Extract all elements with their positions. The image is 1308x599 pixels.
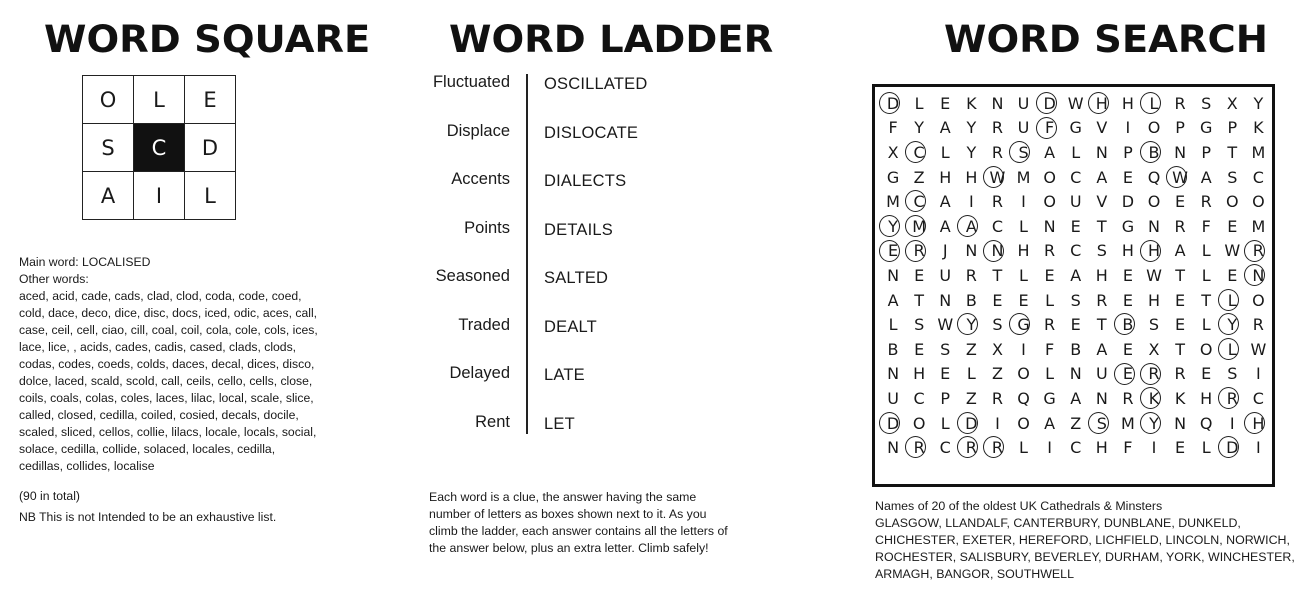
search-letter[interactable]: R — [1141, 362, 1167, 387]
search-letter[interactable]: L — [888, 315, 898, 335]
search-letter[interactable]: I — [1151, 438, 1157, 458]
search-letter[interactable]: F — [1045, 339, 1055, 359]
search-letter[interactable]: C — [1070, 438, 1082, 458]
search-letter[interactable]: S — [1089, 411, 1115, 436]
search-letter[interactable]: H — [1095, 438, 1108, 458]
search-letter[interactable]: E — [1018, 290, 1029, 310]
ladder-clue: Displace — [446, 121, 510, 140]
search-letter[interactable]: I — [1047, 438, 1052, 458]
search-letter[interactable]: R — [1174, 364, 1186, 384]
search-letter[interactable]: T — [1175, 265, 1185, 285]
search-letter[interactable]: N — [887, 364, 900, 384]
search-letter[interactable]: E — [1175, 290, 1186, 310]
search-letter[interactable]: C — [939, 438, 951, 458]
search-letter[interactable]: O — [1017, 364, 1030, 384]
search-letter[interactable]: U — [939, 265, 952, 285]
search-letter[interactable]: U — [1017, 118, 1030, 138]
search-letter[interactable]: R — [1200, 192, 1212, 212]
search-letter[interactable]: T — [914, 290, 925, 310]
search-letter[interactable]: M — [1251, 216, 1266, 236]
search-letter[interactable]: B — [887, 339, 899, 359]
search-letter[interactable]: P — [1123, 142, 1133, 162]
search-letter[interactable]: O — [1252, 192, 1265, 212]
search-letter[interactable]: N — [965, 241, 978, 261]
search-letter[interactable]: Z — [965, 388, 977, 408]
search-letter[interactable]: Y — [966, 118, 977, 138]
search-letter[interactable]: H — [965, 167, 978, 187]
search-letter[interactable]: E — [880, 239, 906, 264]
ladder-clue: Traded — [458, 315, 510, 334]
ladder-answer[interactable]: OSCILLATED — [544, 75, 648, 93]
ladder-answer[interactable]: DETAILS — [544, 220, 613, 239]
square-cell[interactable]: E — [185, 76, 236, 124]
search-letter[interactable]: H — [1147, 290, 1160, 310]
search-letter[interactable]: G — [1121, 216, 1135, 236]
ladder-divider — [526, 74, 528, 434]
instructions-line: Each word is a clue, the answer having the same — [429, 490, 697, 504]
square-cell[interactable]: L — [134, 76, 185, 124]
other-words-list — [19, 288, 349, 475]
search-letter[interactable]: W — [1167, 165, 1193, 190]
search-letter[interactable]: Z — [913, 167, 925, 187]
search-letter[interactable]: W — [937, 315, 954, 335]
search-letter[interactable]: O — [1043, 192, 1056, 212]
search-letter[interactable]: Y — [1253, 93, 1264, 113]
search-row — [880, 140, 1272, 165]
search-letter[interactable]: K — [1141, 386, 1167, 411]
other-words-line: solace, cedilla, collide, solaced, locales, cedilla, — [19, 442, 276, 456]
search-letter[interactable]: S — [1201, 93, 1212, 113]
search-letter[interactable]: R — [991, 388, 1003, 408]
ladder-clue: Delayed — [449, 364, 510, 382]
square-cell[interactable]: O — [83, 76, 134, 124]
search-letter[interactable]: C — [1070, 241, 1082, 261]
search-letter[interactable]: A — [939, 118, 951, 138]
search-letter[interactable]: T — [1096, 216, 1107, 236]
search-letter[interactable]: S — [1010, 140, 1036, 165]
search-letter[interactable]: E — [1122, 167, 1133, 187]
search-letter[interactable]: D — [1219, 435, 1245, 460]
search-letter[interactable]: H — [1121, 93, 1134, 113]
search-letter[interactable]: H — [1121, 241, 1134, 261]
search-letter[interactable]: K — [966, 93, 977, 113]
search-letter[interactable]: A — [1070, 265, 1082, 285]
words-total: (90 in total) — [19, 489, 80, 503]
search-letter[interactable]: D — [880, 91, 906, 116]
exhaustive-note: NB This is not Intended to be an exhaustive list. — [19, 510, 277, 524]
search-letter[interactable]: E — [914, 265, 925, 285]
instructions-line: the answer below, plus an extra letter. Climb safely! — [429, 541, 709, 555]
search-letter[interactable]: L — [914, 93, 924, 113]
search-letter[interactable]: E — [1070, 216, 1081, 236]
instructions-line: climb the ladder, each answer contains all the letters of — [429, 524, 728, 538]
search-letter[interactable]: C — [1070, 167, 1082, 187]
search-letter[interactable]: W — [1146, 265, 1162, 285]
search-letter[interactable]: I — [995, 413, 1000, 433]
square-center-cell: C — [134, 124, 185, 172]
search-letter[interactable]: L — [1045, 364, 1055, 384]
search-letter[interactable]: O — [1147, 118, 1161, 138]
search-letter[interactable]: N — [1095, 388, 1108, 408]
search-letter[interactable]: U — [1017, 93, 1030, 113]
search-letter[interactable]: R — [1245, 239, 1271, 264]
search-letter[interactable]: I — [1256, 438, 1261, 458]
search-letter[interactable]: D — [1121, 192, 1135, 212]
cathedral-list-line: GLASGOW, LLANDALF, CANTERBURY, DUNBLANE, DUNKELD, — [875, 516, 1241, 530]
search-letter[interactable]: L — [966, 364, 976, 384]
other-words-line: cedillas, collides, localise — [19, 459, 155, 473]
search-row — [880, 189, 1272, 214]
search-letter[interactable]: H — [1245, 411, 1271, 436]
search-letter[interactable]: H — [1095, 265, 1108, 285]
search-letter[interactable]: N — [887, 438, 900, 458]
search-letter[interactable]: P — [1175, 118, 1185, 138]
cathedral-list-line: ARMAGH, BANGOR, SOUTHWELL — [875, 567, 1074, 581]
search-letter[interactable]: Y — [958, 312, 984, 337]
search-letter[interactable]: L — [1019, 438, 1028, 458]
search-letter[interactable]: E — [1122, 339, 1133, 359]
search-letter[interactable]: P — [940, 388, 951, 408]
search-letter[interactable]: A — [1096, 339, 1108, 359]
search-letter[interactable]: E — [940, 93, 951, 113]
search-letter[interactable]: E — [1227, 265, 1238, 285]
search-row — [880, 288, 1272, 313]
search-letter[interactable]: T — [1201, 290, 1212, 310]
search-letter[interactable]: L — [1071, 142, 1081, 162]
search-letter[interactable]: D — [958, 411, 984, 436]
search-letter[interactable]: H — [913, 364, 926, 384]
other-words-label: Other words: — [19, 272, 89, 286]
search-letter[interactable]: H — [1089, 91, 1115, 116]
search-letter[interactable]: F — [1123, 438, 1133, 458]
search-letter[interactable]: C — [991, 216, 1003, 236]
search-letter[interactable]: N — [984, 239, 1010, 264]
search-letter[interactable]: U — [1095, 364, 1108, 384]
search-letter[interactable]: Y — [1141, 411, 1167, 436]
search-letter[interactable]: L — [1201, 241, 1211, 261]
word-search-title: WORD SEARCH — [944, 18, 1268, 61]
search-letter[interactable]: E — [1201, 364, 1212, 384]
search-letter[interactable]: O — [1225, 192, 1239, 212]
search-letter[interactable]: R — [1122, 388, 1134, 408]
search-letter[interactable]: Q — [1017, 388, 1030, 408]
ladder-answer[interactable]: DIALECTS — [544, 172, 627, 190]
search-letter[interactable]: R — [965, 265, 977, 285]
search-letter[interactable]: R — [1044, 315, 1056, 335]
search-letter[interactable]: X — [1226, 93, 1238, 113]
search-letter[interactable]: E — [1175, 438, 1186, 458]
other-words-line: cold, dace, deco, dice, disc, docs, iced, odic, aces, call, — [19, 306, 318, 320]
search-letter[interactable]: R — [1219, 386, 1245, 411]
search-letter[interactable]: A — [1044, 142, 1056, 162]
search-letter[interactable]: E — [1044, 265, 1055, 285]
search-letter[interactable]: L — [1019, 265, 1028, 285]
search-letter[interactable]: S — [1096, 241, 1107, 261]
search-row — [880, 312, 1272, 337]
search-letter[interactable]: E — [1115, 362, 1141, 387]
search-letter[interactable]: G — [1043, 388, 1056, 408]
search-row — [880, 337, 1272, 362]
search-letter[interactable]: R — [1174, 93, 1186, 113]
search-letter[interactable]: B — [1141, 140, 1167, 165]
search-letter[interactable]: T — [1227, 142, 1238, 162]
search-letter[interactable]: R — [1044, 241, 1056, 261]
search-letter[interactable]: O — [912, 413, 926, 433]
search-letter[interactable]: E — [1122, 290, 1133, 310]
search-row — [880, 386, 1272, 411]
search-letter[interactable]: Z — [1070, 413, 1082, 433]
search-letter[interactable]: G — [1069, 118, 1082, 138]
search-caption: Names of 20 of the oldest UK Cathedrals & Minsters — [875, 499, 1163, 513]
search-row — [880, 362, 1272, 387]
search-letter[interactable]: W — [1224, 241, 1241, 261]
search-letter[interactable]: H — [939, 167, 952, 187]
search-letter[interactable]: L — [1141, 91, 1167, 116]
ladder-answer[interactable]: DEALT — [544, 317, 597, 336]
ladder-clue: Rent — [475, 412, 510, 431]
search-letter[interactable]: R — [1096, 290, 1108, 310]
search-letter[interactable]: O — [1199, 339, 1213, 359]
search-letter[interactable]: R — [984, 435, 1010, 460]
search-letter[interactable]: W — [984, 165, 1010, 190]
square-cell[interactable]: I — [134, 172, 185, 220]
cathedral-list-line: ROCHESTER, SALISBURY, BEVERLEY, DURHAM, YORK, WINCHESTER, — [875, 550, 1295, 564]
square-cell[interactable]: A — [83, 172, 134, 220]
search-letter[interactable]: K — [1253, 118, 1264, 138]
search-row — [880, 435, 1272, 460]
search-letter[interactable]: U — [887, 388, 899, 408]
instructions-line: number of letters as boxes shown next to it. As you — [429, 507, 707, 521]
cathedral-list — [875, 515, 1295, 583]
search-letter[interactable]: R — [991, 192, 1003, 212]
search-letter[interactable]: O — [1147, 192, 1161, 212]
search-letter[interactable]: M — [1120, 413, 1135, 433]
search-letter[interactable]: Q — [1147, 167, 1161, 187]
search-letter[interactable]: I — [1125, 118, 1131, 138]
search-letter[interactable]: N — [1174, 413, 1187, 433]
search-letter[interactable]: W — [1067, 93, 1084, 113]
search-letter[interactable]: O — [1043, 167, 1056, 187]
search-letter[interactable]: V — [1096, 192, 1108, 212]
search-letter[interactable]: R — [1174, 216, 1186, 236]
search-letter[interactable]: C — [1252, 388, 1264, 408]
search-letter[interactable]: N — [1174, 142, 1187, 162]
ladder-answer[interactable]: LATE — [544, 366, 585, 384]
search-letter[interactable]: N — [1069, 364, 1082, 384]
search-letter[interactable]: B — [1070, 339, 1082, 359]
square-cell[interactable]: S — [83, 124, 134, 172]
search-letter[interactable]: E — [1070, 315, 1081, 335]
search-letter[interactable]: L — [1219, 288, 1245, 313]
search-letter[interactable]: C — [906, 189, 932, 214]
other-words-line: dolce, laced, scald, scold, call, ceils, cello, cells, close, — [19, 374, 313, 388]
search-letter[interactable]: I — [1256, 364, 1261, 384]
search-letter[interactable]: N — [1148, 216, 1160, 236]
ladder-clue: Fluctuated — [432, 73, 510, 91]
search-letter[interactable]: V — [1096, 118, 1108, 138]
word-search-grid — [880, 91, 1272, 460]
search-letter[interactable]: R — [991, 142, 1003, 162]
search-letter[interactable]: O — [1252, 290, 1265, 310]
search-letter[interactable]: S — [940, 339, 951, 359]
other-words-line: scaled, sliced, cellos, collie, lilacs, locale, locals, social, — [19, 425, 317, 439]
search-letter[interactable]: N — [939, 290, 952, 310]
search-letter[interactable]: A — [1044, 413, 1056, 433]
search-letter[interactable]: X — [887, 142, 899, 162]
search-letter[interactable]: F — [888, 118, 898, 138]
search-letter[interactable]: I — [968, 192, 974, 212]
search-letter[interactable]: F — [1201, 216, 1211, 236]
search-letter[interactable]: Z — [965, 339, 977, 359]
search-letter[interactable]: F — [1037, 116, 1063, 141]
search-letter[interactable]: M — [906, 214, 932, 239]
search-letter[interactable]: C — [913, 388, 925, 408]
search-letter[interactable]: R — [1252, 315, 1264, 335]
other-words-line: case, ceil, cell, ciao, cill, coal, coil, cola, cole, cols, ices, — [19, 323, 318, 337]
search-letter[interactable]: N — [887, 265, 900, 285]
ladder-answer[interactable]: DISLOCATE — [544, 123, 639, 142]
search-letter[interactable]: M — [1016, 167, 1031, 187]
search-letter[interactable]: S — [992, 315, 1003, 335]
search-letter[interactable]: A — [939, 216, 951, 236]
search-letter[interactable]: Y — [880, 214, 906, 239]
search-letter[interactable]: S — [1148, 315, 1160, 335]
search-letter[interactable]: S — [1070, 290, 1081, 310]
other-words-line: called, closed, cedilla, coiled, cosied, decals, docile, — [19, 408, 299, 422]
search-letter[interactable]: I — [1021, 192, 1026, 212]
ladder-clue: Points — [464, 218, 510, 237]
search-letter[interactable]: H — [1141, 239, 1167, 264]
search-letter[interactable]: R — [958, 435, 984, 460]
search-letter[interactable]: S — [1227, 364, 1238, 384]
search-letter[interactable]: T — [992, 265, 1003, 285]
search-letter[interactable]: N — [1095, 142, 1108, 162]
search-letter[interactable]: H — [1200, 388, 1213, 408]
search-letter[interactable]: X — [1148, 339, 1160, 359]
search-letter[interactable]: E — [1175, 315, 1186, 335]
search-letter[interactable]: I — [1021, 339, 1026, 359]
main-word: Main word: LOCALISED — [19, 255, 151, 269]
search-row — [880, 263, 1272, 288]
search-letter[interactable]: L — [940, 142, 950, 162]
search-letter[interactable]: O — [1017, 413, 1030, 433]
other-words-line: aced, acid, cade, cads, clad, clod, coda, code, coed, — [19, 289, 302, 303]
search-letter[interactable]: L — [1019, 216, 1028, 236]
ladder-answer[interactable]: SALTED — [544, 269, 609, 287]
search-row — [880, 116, 1272, 141]
search-letter[interactable]: C — [906, 140, 932, 165]
ladder-clue: Accents — [451, 170, 510, 188]
search-letter[interactable]: S — [914, 315, 925, 335]
search-letter[interactable]: E — [1122, 265, 1133, 285]
search-letter[interactable]: P — [1227, 118, 1238, 138]
search-letter[interactable]: Y — [966, 142, 977, 162]
search-letter[interactable]: E — [940, 364, 951, 384]
search-letter[interactable]: E — [914, 339, 925, 359]
search-letter[interactable]: L — [1219, 337, 1245, 362]
search-letter[interactable]: R — [991, 118, 1003, 138]
search-row — [880, 411, 1272, 436]
search-letter[interactable]: L — [1045, 290, 1055, 310]
ladder-clue: Seasoned — [435, 267, 510, 285]
search-row — [880, 214, 1272, 239]
search-letter[interactable]: Z — [991, 364, 1003, 384]
search-letter[interactable]: G — [886, 167, 900, 187]
search-letter[interactable]: E — [992, 290, 1003, 310]
word-square-title: WORD SQUARE — [44, 18, 371, 61]
search-row — [880, 239, 1272, 264]
search-letter[interactable]: L — [940, 413, 950, 433]
search-letter[interactable]: B — [965, 290, 977, 310]
search-letter[interactable]: M — [1251, 142, 1266, 162]
search-letter[interactable]: N — [991, 93, 1004, 113]
search-letter[interactable]: P — [1201, 142, 1211, 162]
search-letter[interactable]: G — [1010, 312, 1036, 337]
other-words-line: coils, coals, colas, coles, laces, lilac, local, scale, slice, — [19, 391, 314, 405]
search-letter[interactable]: W — [1250, 339, 1267, 359]
search-letter[interactable]: N — [1043, 216, 1056, 236]
search-letter[interactable]: M — [886, 192, 900, 212]
search-letter[interactable]: X — [991, 339, 1003, 359]
search-letter[interactable]: A — [1070, 388, 1082, 408]
search-letter[interactable]: A — [939, 192, 951, 212]
search-letter[interactable]: S — [1227, 167, 1238, 187]
square-cell[interactable]: L — [185, 172, 236, 220]
ladder-answer[interactable]: LET — [544, 414, 575, 433]
cathedral-list-line: CHICHESTER, EXETER, HEREFORD, LICHFIELD, LINCOLN, NORWICH, — [875, 533, 1290, 547]
search-letter[interactable]: A — [958, 214, 984, 239]
search-row — [880, 91, 1272, 116]
search-letter[interactable]: B — [1115, 312, 1141, 337]
other-words-line: codas, codes, coeds, colds, daces, decal, dices, disco, — [19, 357, 315, 371]
search-letter[interactable]: A — [1200, 167, 1212, 187]
search-letter[interactable]: E — [1227, 216, 1238, 236]
search-letter[interactable]: A — [887, 290, 899, 310]
search-letter[interactable]: L — [1201, 315, 1211, 335]
search-letter[interactable]: G — [1199, 118, 1213, 138]
square-cell[interactable]: D — [185, 124, 236, 172]
word-ladder-title: WORD LADDER — [449, 18, 774, 61]
search-letter[interactable]: D — [1037, 91, 1063, 116]
search-letter[interactable]: R — [906, 435, 932, 460]
search-letter[interactable]: Y — [914, 118, 925, 138]
search-letter[interactable]: N — [1245, 263, 1271, 288]
search-letter[interactable]: K — [1174, 388, 1186, 408]
search-letter[interactable]: Y — [1219, 312, 1245, 337]
search-letter[interactable]: D — [880, 411, 906, 436]
search-letter[interactable]: T — [1175, 339, 1185, 359]
search-letter[interactable]: J — [942, 241, 948, 261]
search-row — [880, 165, 1272, 190]
other-words-line: lace, lice, , acids, cades, cadis, cased, clads, clods, — [19, 340, 297, 354]
search-letter[interactable]: C — [1252, 167, 1264, 187]
search-letter[interactable]: R — [906, 239, 932, 264]
search-letter[interactable]: L — [1201, 438, 1211, 458]
search-letter[interactable]: A — [1096, 167, 1108, 187]
search-letter[interactable]: U — [1069, 192, 1082, 212]
ladder-instructions — [429, 489, 769, 557]
word-square-grid — [82, 75, 236, 220]
search-letter[interactable]: H — [1017, 241, 1030, 261]
search-letter[interactable]: I — [1229, 413, 1235, 433]
search-letter[interactable]: E — [1175, 192, 1186, 212]
search-letter[interactable]: Q — [1199, 413, 1213, 433]
search-letter[interactable]: T — [1096, 315, 1107, 335]
search-letter[interactable]: A — [1174, 241, 1186, 261]
search-letter[interactable]: L — [1201, 265, 1211, 285]
